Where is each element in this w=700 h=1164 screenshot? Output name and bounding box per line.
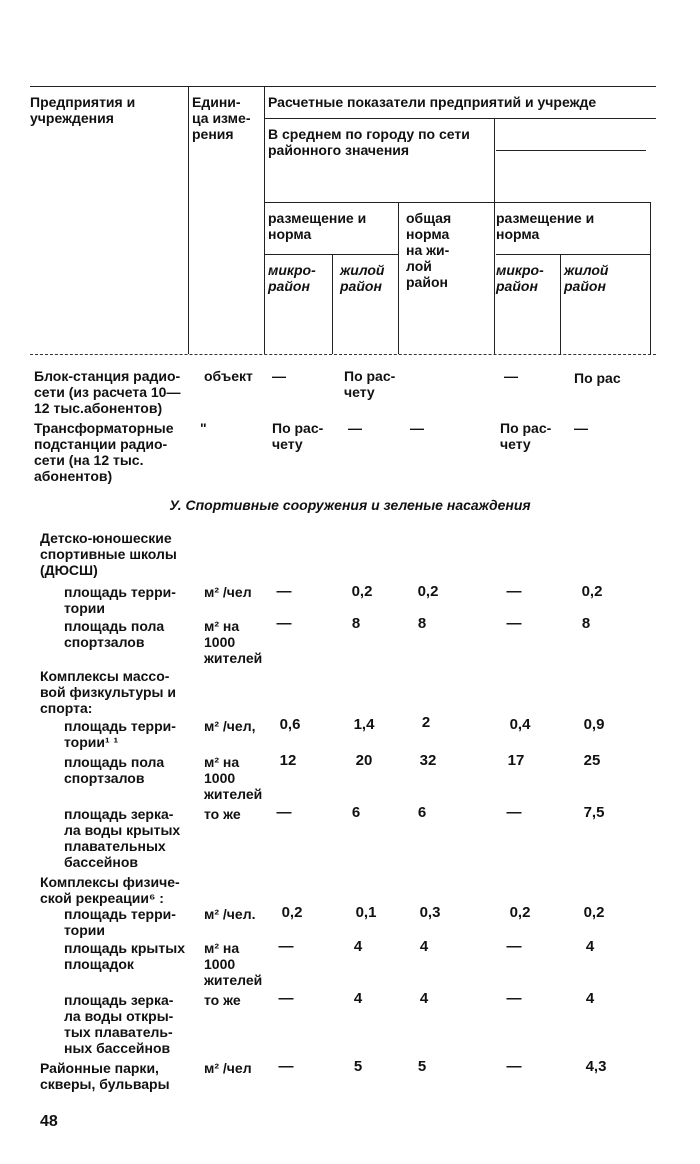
- row-name: площадь терри- тории: [64, 906, 176, 938]
- row-block-station-v1: —: [272, 368, 286, 384]
- row-v4: 17: [507, 752, 525, 769]
- row-v5: 0,2: [581, 583, 603, 600]
- row-v3: 32: [419, 752, 437, 769]
- row-v2: 4: [353, 990, 363, 1007]
- row-transformer-v4: По рас- чету: [500, 420, 552, 452]
- row-name: площадь пола спортзалов: [64, 754, 165, 786]
- row-v5: 0,9: [583, 716, 605, 733]
- row-v1: —: [276, 615, 292, 632]
- row-v5: 7,5: [583, 804, 605, 821]
- row-unit: м² /чел.: [204, 906, 256, 922]
- row-unit: то же: [204, 992, 241, 1008]
- header-living-2: жилой район: [564, 262, 609, 294]
- row-v4: —: [506, 990, 522, 1007]
- header-placement-1: размещение и норма: [268, 210, 367, 242]
- row-v3: 5: [417, 1058, 427, 1075]
- row-unit: м² /чел: [204, 584, 252, 600]
- header-micro-2: микро- район: [496, 262, 544, 294]
- row-v5: 0,2: [583, 904, 605, 921]
- header-rule-4: [264, 202, 650, 203]
- row-v2: 0,1: [355, 904, 377, 921]
- section-title: У. Спортивные сооружения и зеленые насаждения: [169, 497, 531, 513]
- row-unit: м² на 1000 жителей: [204, 940, 263, 988]
- header-vline-3: [332, 254, 333, 354]
- row-unit: то же: [204, 806, 241, 822]
- header-top-rule: [30, 86, 656, 87]
- row-v2: 6: [351, 804, 361, 821]
- row-v4: —: [506, 804, 522, 821]
- row-v3: 6: [417, 804, 427, 821]
- header-general-norm: общая норма на жи- лой район: [406, 210, 452, 290]
- header-vline-5: [494, 118, 495, 354]
- row-transformer-v1: По рас- чету: [272, 420, 324, 452]
- row-v5: 4: [585, 938, 595, 955]
- row-name: площадь зерка- ла воды откры- тых плаватель- ных бассейнов: [64, 992, 174, 1056]
- header-unit: Едини- ца изме- рения: [192, 94, 251, 142]
- row-name: площадь пола спортзалов: [64, 618, 165, 650]
- row-block-station-v2: По рас- чету: [344, 368, 396, 400]
- row-name: площадь зерка- ла воды крытых плавательных бассейнов: [64, 806, 181, 870]
- row-transformer-v5: —: [574, 420, 588, 436]
- row-v4: 0,4: [509, 716, 531, 733]
- header-vline-4: [398, 202, 399, 354]
- group-dyussh: Детско-юношеские спортивные школы (ДЮСШ): [40, 530, 177, 578]
- row-v5: 4: [585, 990, 595, 1007]
- row-v4: —: [506, 615, 522, 632]
- header-calc-indicators: Расчетные показатели предприятий и учрежде: [268, 94, 597, 110]
- header-enterprises: Предприятия и учреждения: [30, 94, 136, 126]
- row-v4: —: [506, 1058, 522, 1075]
- row-v1: —: [278, 938, 294, 955]
- header-vline-6: [560, 254, 561, 354]
- row-v2: 20: [355, 752, 373, 769]
- row-v3: 0,3: [419, 904, 441, 921]
- row-block-station-v4: —: [504, 368, 518, 384]
- header-micro-1: микро- район: [268, 262, 316, 294]
- row-name: площадь терри- тории: [64, 584, 176, 616]
- row-v3: 4: [419, 938, 429, 955]
- header-vline-1: [188, 86, 189, 354]
- row-v3: 2: [421, 714, 431, 731]
- header-rule-5: [264, 254, 398, 255]
- row-v5: 4,3: [585, 1058, 607, 1075]
- row-v3: 4: [419, 990, 429, 1007]
- header-living-1: жилой район: [340, 262, 385, 294]
- row-v2: 5: [353, 1058, 363, 1075]
- page-number: 48: [40, 1113, 58, 1130]
- header-rule-3: [496, 150, 646, 151]
- row-v1: —: [276, 583, 292, 600]
- row-v2: 4: [353, 938, 363, 955]
- row-v3: 0,2: [417, 583, 439, 600]
- row-name: площадь крытых площадок: [64, 940, 185, 972]
- row-v4: 0,2: [509, 904, 531, 921]
- row-v1: —: [278, 990, 294, 1007]
- row-v2: 8: [351, 615, 361, 632]
- row-transformer-v3: —: [410, 420, 424, 436]
- row-block-station-v5: По рас: [574, 370, 621, 386]
- row-v3: 8: [417, 615, 427, 632]
- row-transformer-unit: ": [200, 420, 207, 436]
- row-unit: м² /чел: [204, 1060, 252, 1076]
- header-rule-2: [264, 118, 656, 119]
- row-v4: —: [506, 583, 522, 600]
- row-unit: м² на 1000 жителей: [204, 754, 263, 802]
- row-v1: 12: [279, 752, 297, 769]
- group-mass-sport: Комплексы массо- вой физкультуры и спорта:: [40, 668, 176, 716]
- row-block-station-name: Блок-станция радио- сети (из расчета 10— 12 тыс.абонентов): [34, 368, 181, 416]
- row-block-station-unit: объект: [204, 368, 253, 384]
- row-unit: м² /чел,: [204, 718, 256, 734]
- header-rule-6: [496, 254, 650, 255]
- row-v1: 0,2: [281, 904, 303, 921]
- row-v1: —: [278, 1058, 294, 1075]
- row-transformer-name: Трансформаторные подстанции радио- сети (на 12 тыс. абонентов): [34, 420, 174, 484]
- row-v4: —: [506, 938, 522, 955]
- row-v2: 0,2: [351, 583, 373, 600]
- row-name: Районные парки, скверы, бульвары: [40, 1060, 170, 1092]
- row-v1: —: [276, 804, 292, 821]
- row-name: площадь терри- тории¹ ¹: [64, 718, 176, 750]
- row-unit: м² на 1000 жителей: [204, 618, 263, 666]
- row-v1: 0,6: [279, 716, 301, 733]
- header-city-average: В среднем по городу по сети районного значения: [268, 126, 470, 158]
- row-v2: 1,4: [353, 716, 375, 733]
- header-vline-7: [650, 202, 651, 354]
- group-recreation: Комплексы физиче- ской рекреации⁶ :: [40, 874, 180, 906]
- row-transformer-v2: —: [348, 420, 362, 436]
- header-placement-2: размещение и норма: [496, 210, 595, 242]
- header-bottom-rule: [30, 354, 656, 355]
- row-v5: 25: [583, 752, 601, 769]
- header-vline-2: [264, 86, 265, 354]
- row-v5: 8: [581, 615, 591, 632]
